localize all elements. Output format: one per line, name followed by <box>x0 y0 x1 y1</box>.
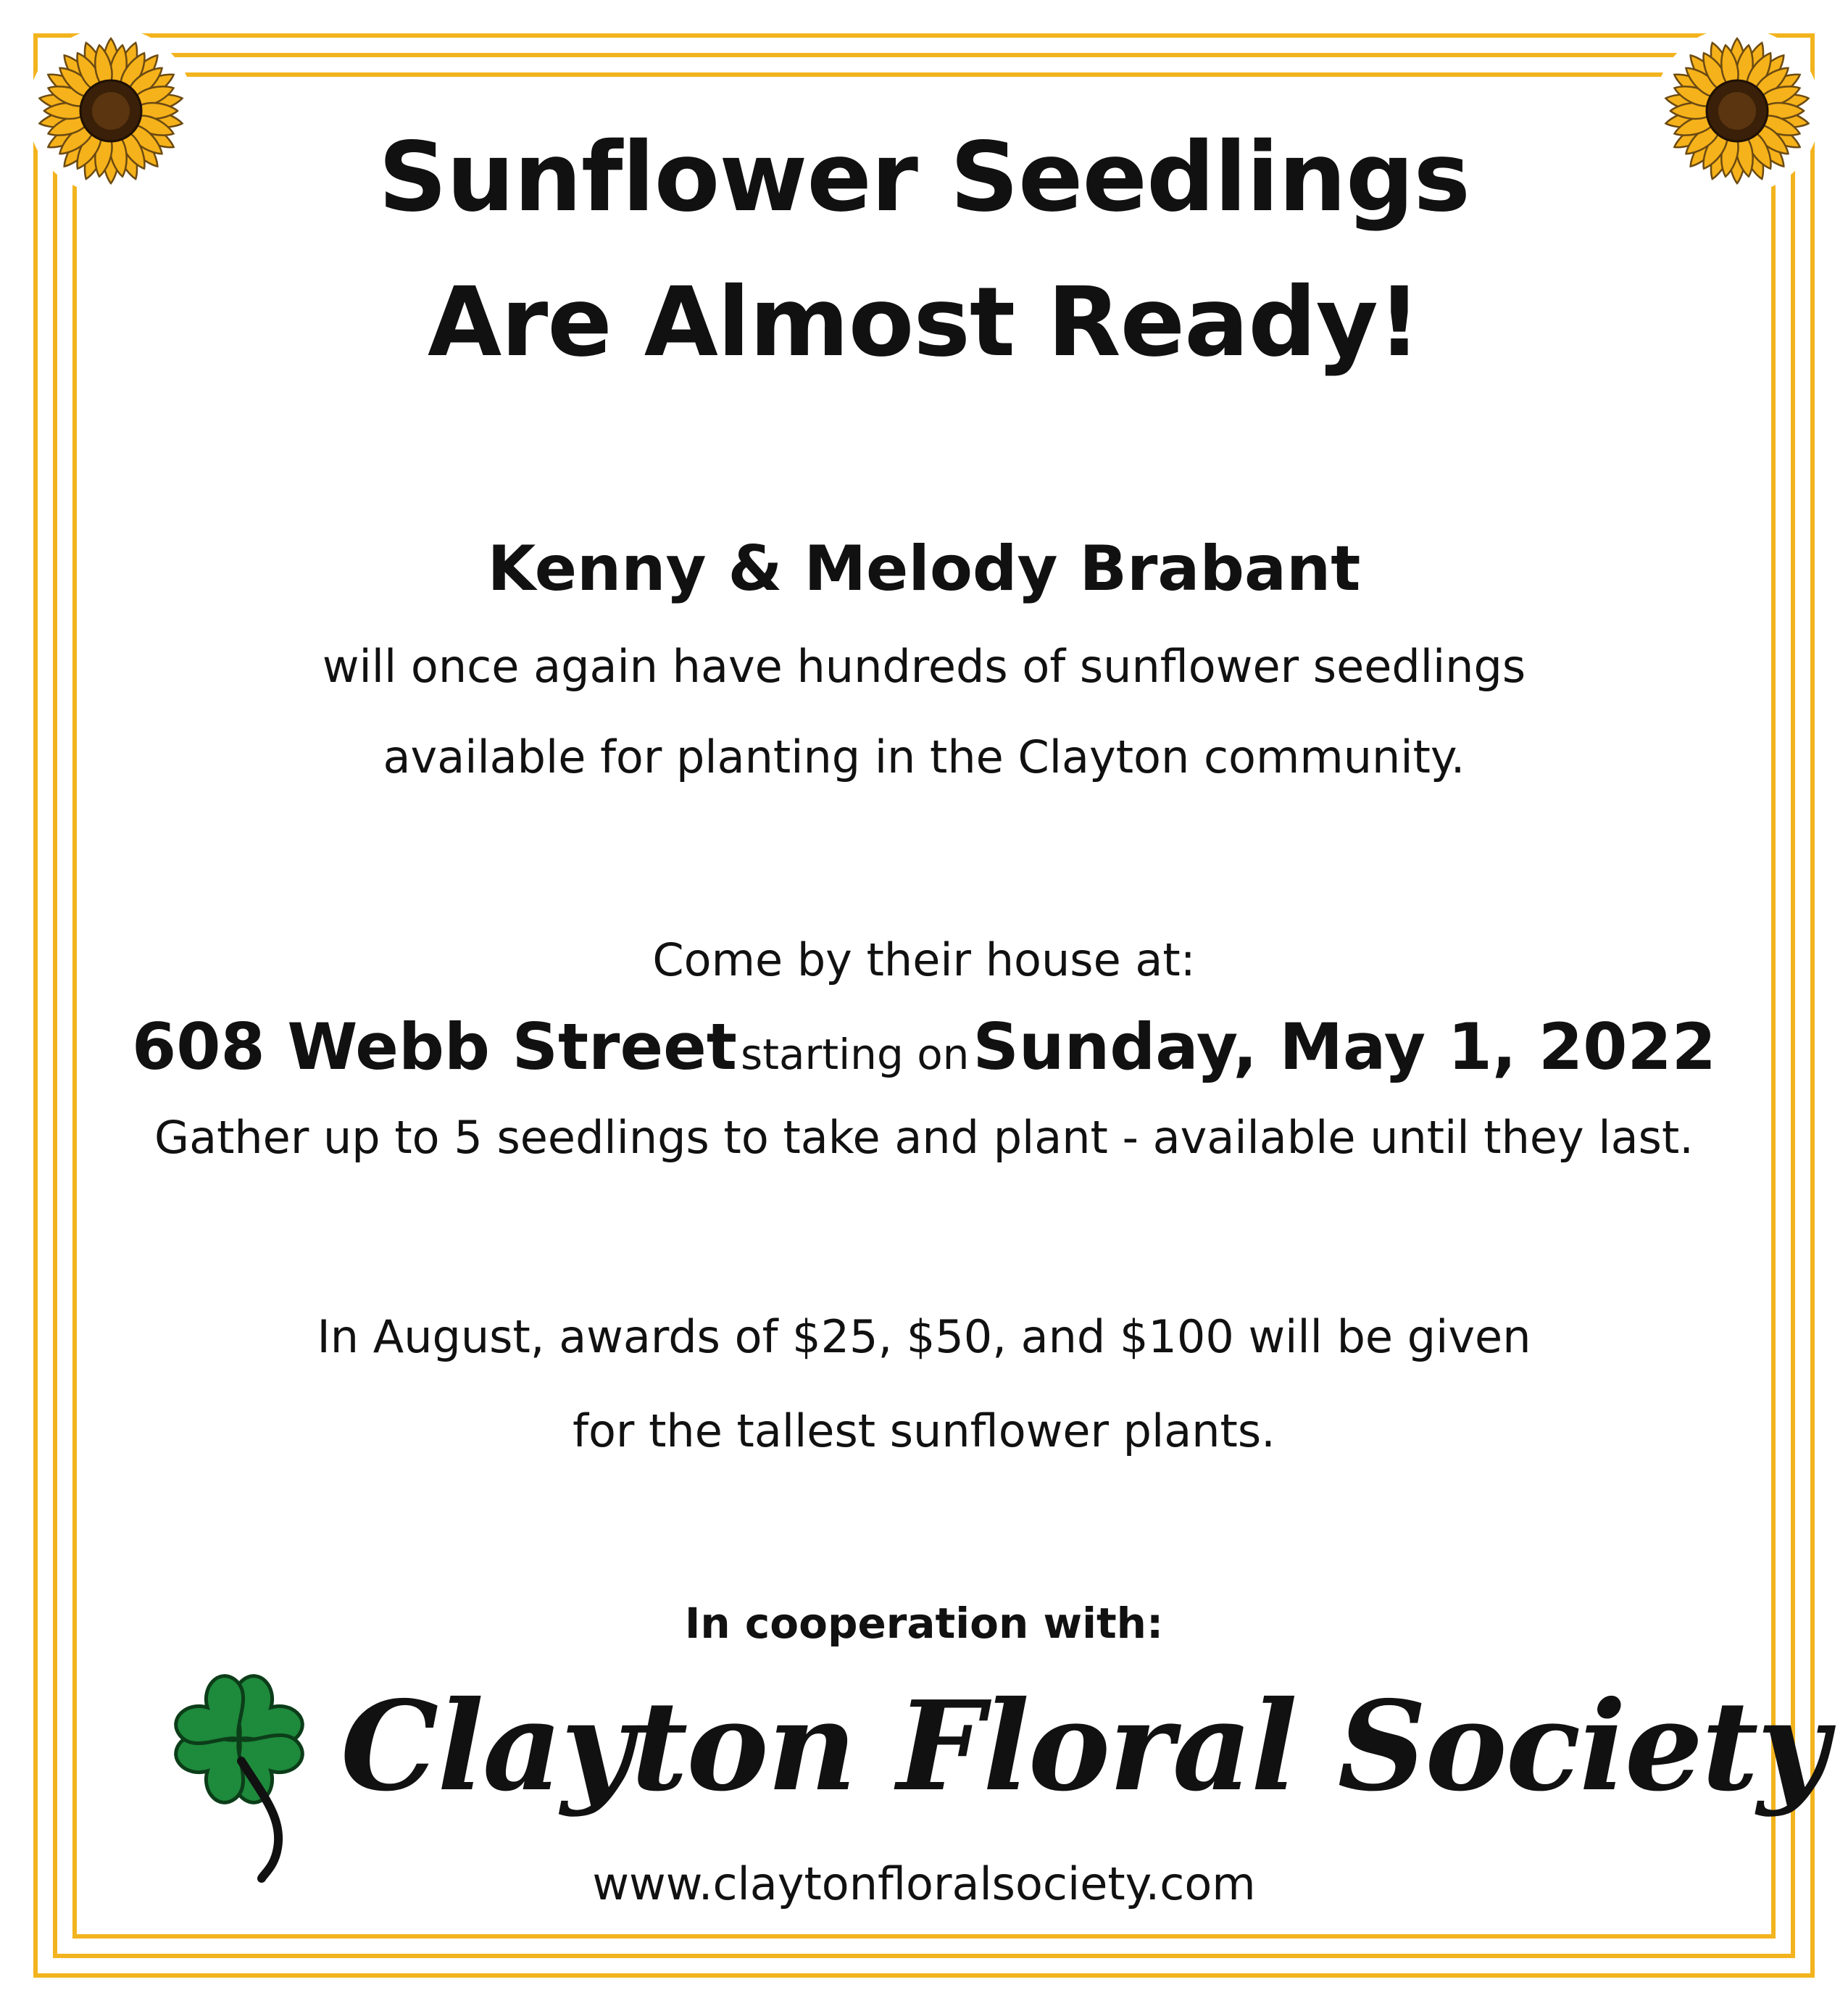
description-line-2: available for planting in the Clayton community. <box>383 730 1465 783</box>
headline-line-1: Sunflower Seedlings <box>378 122 1470 233</box>
start-date: Sunday, May 1, 2022 <box>973 1009 1716 1084</box>
description-line-1: will once again have hundreds of sunflower seedlings <box>322 640 1526 693</box>
four-leaf-clover-icon <box>156 1652 330 1884</box>
headline-line-2: Are Almost Ready! <box>428 267 1420 378</box>
society-name: Clayton Floral Society <box>341 1674 1828 1819</box>
host-names: Kenny & Melody Brabant <box>487 533 1361 605</box>
awards-line-2: for the tallest sunflower plants. <box>573 1404 1275 1457</box>
gather-text: Gather up to 5 seedlings to take and plant - available until they last. <box>154 1111 1694 1164</box>
street-address: 608 Webb Street <box>132 1009 737 1084</box>
cooperation-text: In cooperation with: <box>684 1599 1164 1648</box>
address-line <box>101 1007 1747 1105</box>
starting-on-text: starting on <box>740 1030 970 1079</box>
awards-line-1: In August, awards of $25, $50, and $100 will be given <box>317 1310 1531 1363</box>
website-link[interactable]: www.claytonfloralsociety.com <box>592 1857 1256 1910</box>
come-by-text: Come by their house at: <box>652 933 1196 986</box>
